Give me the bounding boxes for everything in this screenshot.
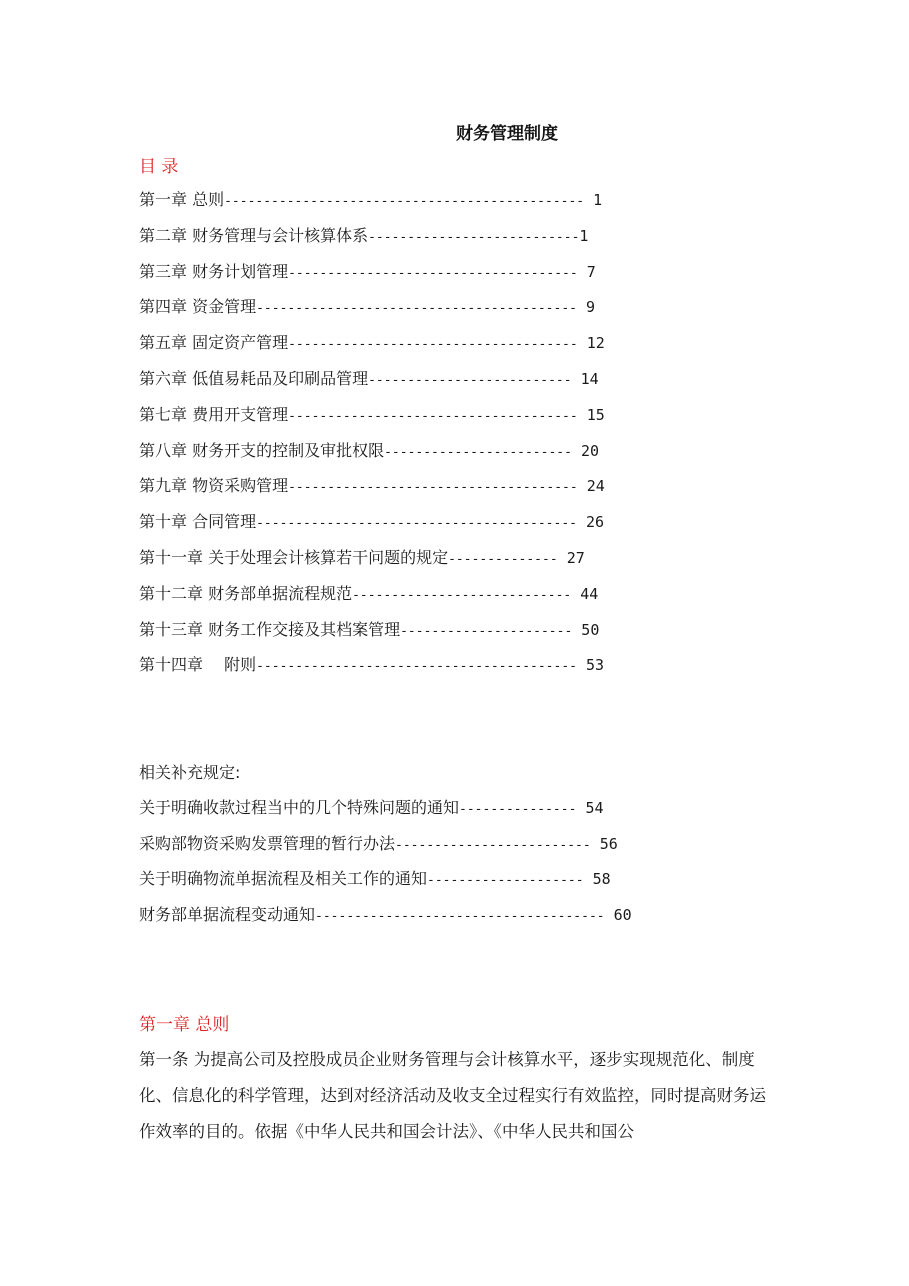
entry-page-number: 1 xyxy=(584,191,603,209)
entry-label: 第四章 资金管理 xyxy=(139,297,257,317)
entry-leader-dashes: ----------------------------------------- xyxy=(256,659,577,675)
entry-label: 第五章 固定资产管理 xyxy=(139,333,289,353)
entry-leader-dashes: -------------------- xyxy=(427,873,584,888)
entry-leader-dashes: --------------- xyxy=(459,802,577,817)
toc-entry xyxy=(139,581,598,604)
entry-leader-dashes: ------------------------------------- xyxy=(288,480,578,496)
toc-heading: 目 录 xyxy=(139,157,179,177)
toc-entry xyxy=(139,652,604,675)
supplement-heading: 相关补充规定: xyxy=(139,763,241,782)
entry-label: 第十二章 财务部单据流程规范 xyxy=(139,583,353,603)
toc-entry xyxy=(139,545,585,568)
entry-leader-dashes: ------------------------- xyxy=(395,837,591,853)
entry-label: 第八章 财务开支的控制及审批权限 xyxy=(139,440,385,460)
entry-leader-dashes: ------------------------------------- xyxy=(288,265,578,281)
toc-entry xyxy=(139,438,599,461)
entry-leader-dashes: ---------------------------------------------- xyxy=(224,194,585,209)
entry-page-number: 60 xyxy=(604,905,632,924)
toc-entry xyxy=(139,473,605,496)
entry-leader-dashes: --------------------------- xyxy=(368,229,580,245)
toc-entry xyxy=(139,617,599,640)
entry-page-number: 44 xyxy=(571,584,599,603)
entry-page-number: 56 xyxy=(590,834,618,853)
chapter-heading: 第一章 总则 xyxy=(139,1015,230,1035)
entry-label: 第十章 合同管理 xyxy=(139,512,257,532)
supplement-entry xyxy=(139,795,604,818)
entry-leader-dashes: -------------- xyxy=(448,552,558,567)
entry-page-number: 15 xyxy=(577,405,605,424)
entry-page-number: 9 xyxy=(577,298,596,317)
entry-label: 第一章 总则 xyxy=(139,190,225,209)
entry-page-number: 53 xyxy=(577,656,605,675)
toc-entry xyxy=(139,402,605,425)
entry-label: 关于明确收款过程当中的几个特殊问题的通知 xyxy=(139,798,460,817)
toc-entry xyxy=(139,509,604,532)
entry-page-number: 12 xyxy=(577,334,605,353)
entry-page-number: 27 xyxy=(557,549,585,567)
entry-leader-dashes: ----------------------------------------- xyxy=(256,516,577,532)
toc-entry xyxy=(139,187,602,210)
entry-page-number: 50 xyxy=(572,620,600,639)
entry-label: 第九章 物资采购管理 xyxy=(139,476,289,496)
entry-leader-dashes: -------------------------- xyxy=(368,373,572,388)
entry-page-number: 1 xyxy=(579,226,589,245)
document-title: 财务管理制度 xyxy=(456,124,558,144)
entry-leader-dashes: ------------------------------------- xyxy=(315,908,605,924)
entry-label: 第七章 费用开支管理 xyxy=(139,404,289,424)
entry-label: 第二章 财务管理与会计核算体系 xyxy=(139,225,369,245)
entry-label: 关于明确物流单据流程及相关工作的通知 xyxy=(139,869,428,888)
entry-page-number: 58 xyxy=(583,870,611,888)
entry-leader-dashes: ---------------------------- xyxy=(352,587,572,603)
entry-page-number: 7 xyxy=(577,262,596,281)
toc-entry xyxy=(139,259,596,282)
supplement-entry xyxy=(139,831,618,854)
entry-page-number: 20 xyxy=(571,441,600,460)
entry-label: 采购部物资采购发票管理的暂行办法 xyxy=(139,833,396,853)
toc-entry xyxy=(139,366,599,389)
entry-leader-dashes: ------------------------------------- xyxy=(288,408,578,424)
entry-label: 第十一章 关于处理会计核算若干问题的规定 xyxy=(139,548,449,567)
entry-leader-dashes: ------------------------ xyxy=(384,444,572,460)
entry-page-number: 24 xyxy=(577,477,605,496)
toc-entry xyxy=(139,223,588,246)
entry-label: 财务部单据流程变动通知 xyxy=(139,904,316,924)
entry-page-number: 54 xyxy=(576,799,604,817)
entry-leader-dashes: ---------------------- xyxy=(400,623,573,639)
supplement-entry xyxy=(139,902,632,925)
entry-label: 第三章 财务计划管理 xyxy=(139,261,289,281)
toc-entry xyxy=(139,294,595,317)
entry-page-number: 14 xyxy=(571,370,599,388)
entry-leader-dashes: ----------------------------------------- xyxy=(256,301,577,317)
entry-label: 第十四章 附则 xyxy=(139,655,257,675)
entry-page-number: 26 xyxy=(577,513,605,532)
supplement-entry xyxy=(139,866,611,889)
chapter-body-text: 第一条 为提高公司及控股成员企业财务管理与会计核算水平，逐步实现规范化、制度化、信息化的科学管理，达到对经济活动及收支全过程实行有效监控，同时提高财务运作效率的目的。依据《中华人民共和国会计法》、《中华人民共和国公 xyxy=(139,1050,766,1141)
entry-label: 第十三章 财务工作交接及其档案管理 xyxy=(139,619,401,639)
entry-leader-dashes: ------------------------------------- xyxy=(288,337,578,353)
entry-label: 第六章 低值易耗品及印刷品管理 xyxy=(139,369,369,388)
toc-entry xyxy=(139,330,605,353)
